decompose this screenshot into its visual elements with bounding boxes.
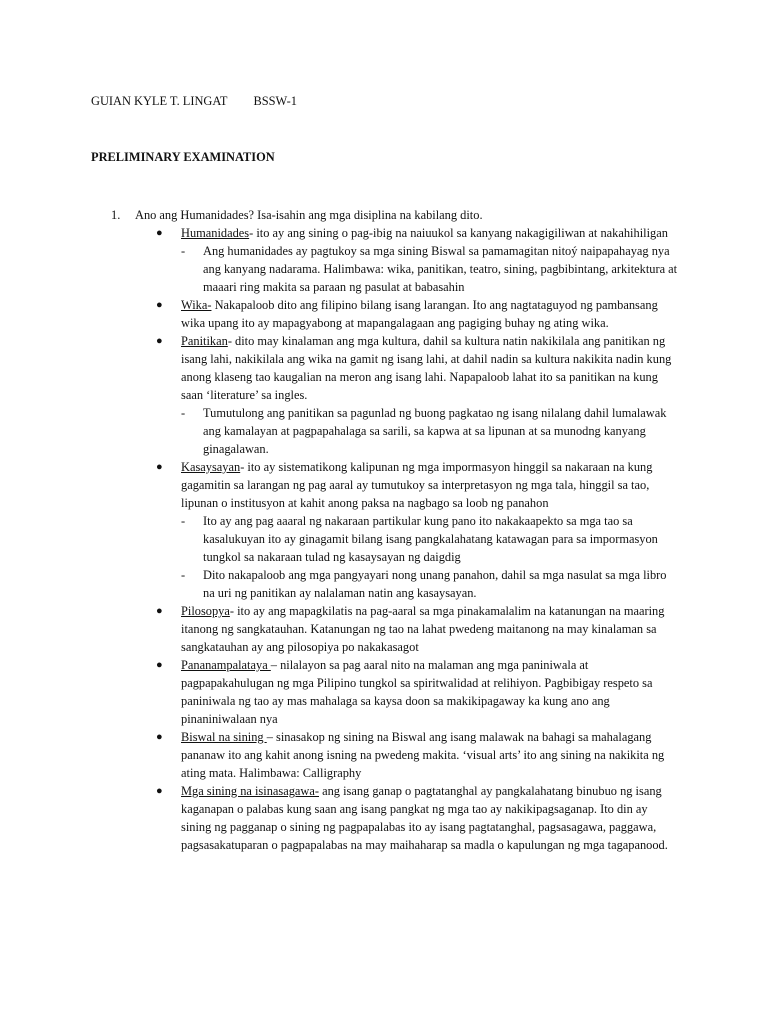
sub-list	[181, 404, 678, 458]
header-line	[91, 92, 297, 110]
question-text: Ano ang Humanidades? Isa-isahin ang mga disiplina na kabilang dito.	[135, 208, 483, 222]
topic-text: – sinasakop ng sining na Biswal ang isang malawak na bahagi sa mahalagang pananaw ito ang kahit anong isning na pwedeng makita. ‘visual arts’ ito ang sining na nakikita ng ating mata. Halimbawa: Calligraphy	[181, 730, 665, 780]
topic-text: - ito ay ang mapagkilatis na pag-aaral sa mga pinakamalalim na katanungan na maaring itanong ng sangkatauhan. Katanungan ng tao na lahat pwedeng maitanong na may kinalaman sa sangkatauhan ay ang pilosopiya po nakakasagot	[181, 604, 665, 654]
sub-text: Tumutulong ang panitikan sa pagunlad ng buong pagkatao ng isang nilalang dahil lumalawak ang kamalayan at pagpapahalaga sa sarili, sa kapwa at sa lipunan at sa munodng kanyang ginagalawan.	[203, 406, 667, 456]
topic-text: - ito ay sistematikong kalipunan ng mga impormasyon hinggil sa nakaraan na kung gagamitin sa larangan ng pag aaral ay tumutukoy sa interpretasyon ng mga tala, hinggil sa tao, lipunan o institusyon at kahit anong paksa na nagbago sa loob ng panahon	[181, 460, 653, 510]
bullet-icon: ●	[156, 731, 163, 743]
dash-marker: -	[181, 568, 186, 582]
question-1	[111, 206, 711, 224]
dash-marker: -	[181, 514, 186, 528]
topic-term: Pananampalataya	[181, 658, 271, 672]
exam-title: PRELIMINARY EXAMINATION	[91, 150, 275, 164]
course-code: BSSW-1	[253, 94, 297, 108]
topic-term: Kasaysayan	[181, 460, 241, 474]
topic-term: Humanidades	[181, 226, 250, 240]
topic-term: Panitikan	[181, 334, 228, 348]
topic-text: - ito ay ang sining o pag-ibig na naiuukol sa kanyang nakagigiliwan at nakahihiligan	[249, 226, 668, 240]
sub-item	[181, 512, 678, 566]
sub-list	[181, 242, 678, 296]
bullet-icon: ●	[156, 659, 163, 671]
topic-item	[156, 224, 678, 296]
topics-list	[156, 224, 678, 854]
sub-list	[181, 512, 678, 602]
topic-term: Wika-	[181, 298, 212, 312]
topic-text: ang isang ganap o pagtatanghal ay pangkalahatang binubuo ng isang kaganapan o palabas kung saan ang isang pangkat ng mga tao ay nakikipagsaganap. Ito din ay sining ng pagganap o sining ng pagpapalabas ito ay isang pagtatanghal, pagsasagawa, paggawa, pagsasakatuparan o pagpapalabas na may maihaharap sa madla o kapulungan ng mga tagapanood.	[181, 784, 668, 852]
sub-item	[181, 566, 678, 602]
dash-marker: -	[181, 406, 186, 420]
topic-item	[156, 458, 678, 602]
topic-item	[156, 602, 678, 656]
topic-text: Nakapaloob dito ang filipino bilang isang larangan. Ito ang nagtataguyod ng pambansang wika upang ito ay mapagyabong at mapangalagaan ang pagiging buhay ng ating wika.	[181, 298, 658, 330]
topic-item	[156, 656, 678, 728]
sub-text: Dito nakapaloob ang mga pangyayari nong unang panahon, dahil sa mga nasulat sa mga libro na uri ng panitikan ay nalalaman natin ang kasaysayan.	[203, 568, 667, 600]
topic-item	[156, 332, 678, 458]
bullet-icon: ●	[156, 605, 163, 617]
question-number: 1.	[111, 208, 121, 222]
topic-text: – nilalayon sa pag aaral nito na malaman ang mga paniniwala at pagpapakahulugan ng mga Pilipino tungkol sa spiritwalidad at relihiyon. Pagbibigay respeto sa paniniwala ng tao ay mas mahalaga sa kaysa doon sa makikipagaway ka kung ano ang pinaniniwalaan nya	[181, 658, 653, 726]
sub-item	[181, 404, 678, 458]
topic-term: Biswal na sining	[181, 730, 267, 744]
topic-term: Pilosopya	[181, 604, 230, 618]
bullet-icon: ●	[156, 461, 163, 473]
topic-item	[156, 728, 678, 782]
topic-item	[156, 782, 678, 854]
bullet-icon: ●	[156, 227, 163, 239]
topic-term: Mga sining na isinasagawa-	[181, 784, 319, 798]
bullet-icon: ●	[156, 335, 163, 347]
student-name: GUIAN KYLE T. LINGAT	[91, 94, 228, 108]
sub-item	[181, 242, 678, 296]
topic-item	[156, 296, 678, 332]
bullet-icon: ●	[156, 299, 163, 311]
sub-text: Ito ay ang pag aaaral ng nakaraan partikular kung pano ito nakakaapekto sa mga tao sa kasalukuyan ito ay ginagamit bilang isang pangkalahatang katawagan para sa impormasyon tungkol sa nakaraan tulad ng kasaysayan ng daigdig	[203, 514, 658, 564]
bullet-icon: ●	[156, 785, 163, 797]
sub-text: Ang humanidades ay pagtukoy sa mga sining Biswal sa pamamagitan nitoý naipapahayag nya ang kanyang nadarama. Halimbawa: wika, panitikan, teatro, sining, pagbibintang, arkitektura at maaari ring makita sa paraan ng pasulat at babasahin	[203, 244, 678, 294]
dash-marker: -	[181, 244, 186, 258]
topic-text: - dito may kinalaman ang mga kultura, dahil sa kultura natin nakikilala ang panitikan ng isang lahi, nakikilala ang wika na gamit ng isang lahi, at dahil nadin sa kultura nakikita nadin kung anong klaseng tao kaugalian na meron ang isang lahi. Napapaloob lahat ito sa panitikan na kung saan ‘literature’ sa ingles.	[181, 334, 672, 402]
